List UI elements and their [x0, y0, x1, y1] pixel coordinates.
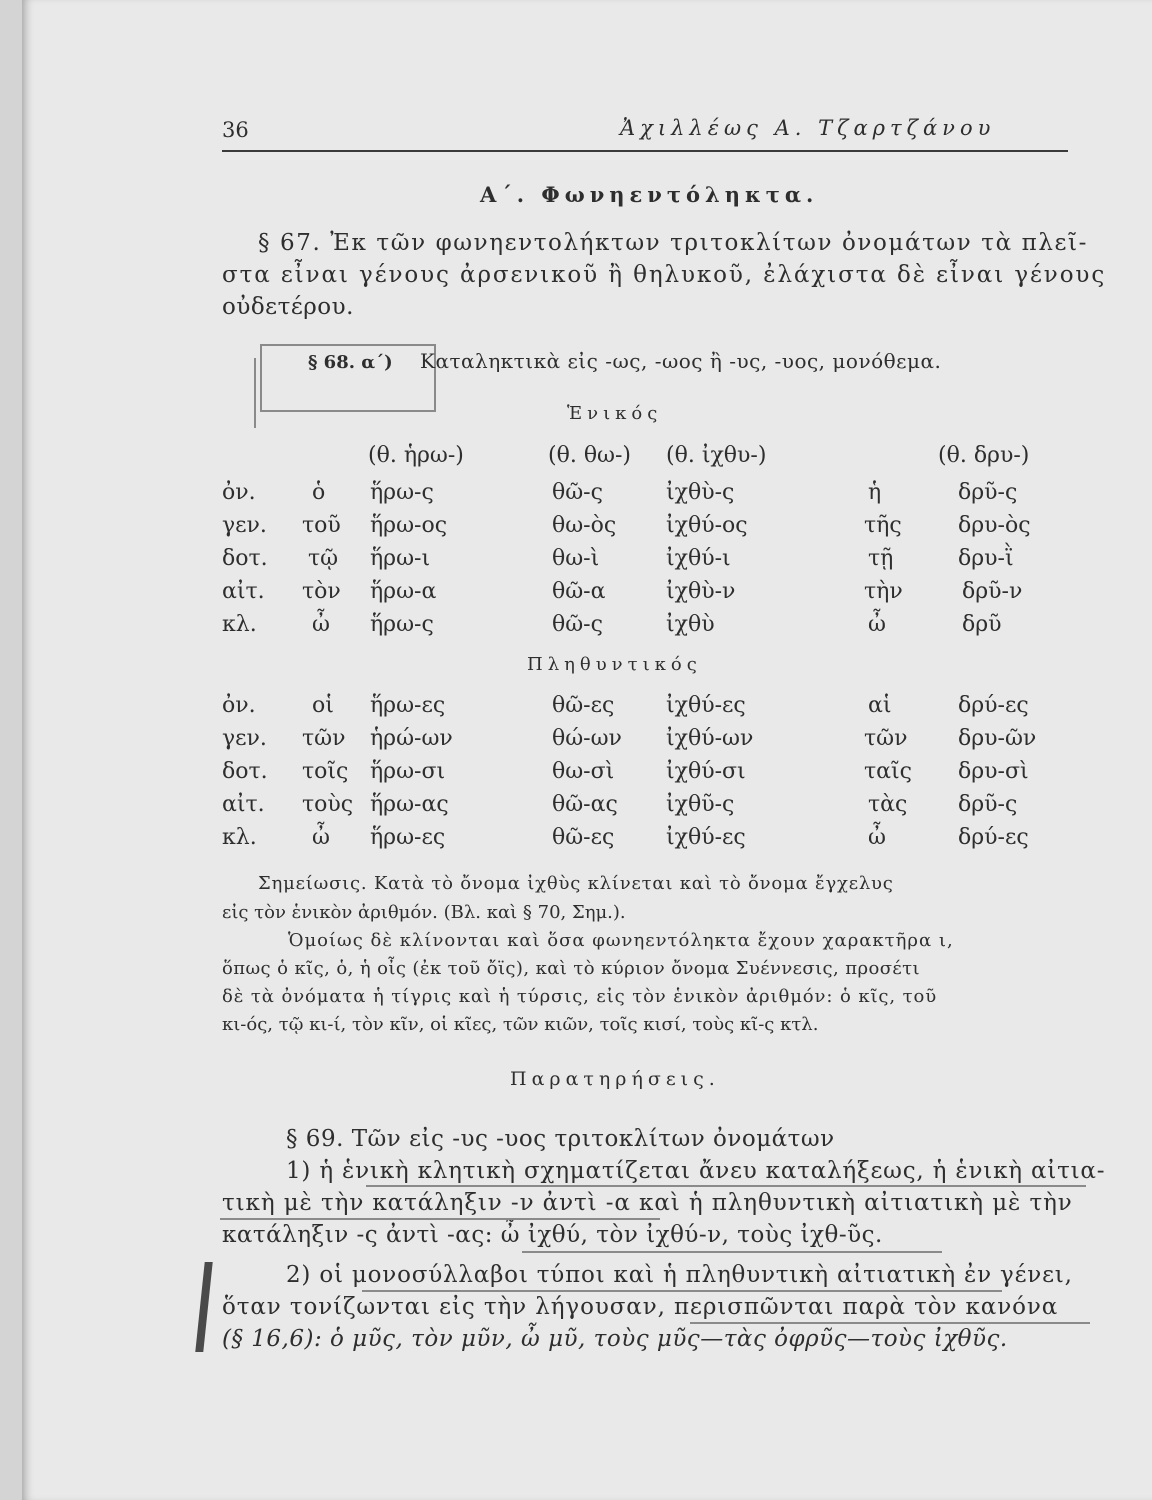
form-tho: θῶ-ες	[552, 693, 615, 718]
article: τοῖς	[302, 759, 349, 784]
pencil-underline-mark	[362, 1290, 1002, 1292]
article: τῶν	[302, 726, 346, 751]
form-hero: ἥρω-ι	[370, 546, 431, 571]
form-tho: θῶ-ες	[552, 825, 615, 850]
form-dry: δρῦ-ς	[958, 792, 1018, 817]
case-label: δοτ.	[222, 546, 268, 571]
article-fem: τὴν	[864, 579, 903, 604]
section-heading: Α΄. Φωνηεντόληκτα.	[480, 182, 819, 207]
stem-label: (θ. ἡρω-)	[368, 443, 464, 468]
form-ichthy: ἰχθύ-σι	[666, 759, 746, 784]
case-label: αἰτ.	[222, 579, 265, 604]
stem-label: (θ. ἰχθυ-)	[666, 443, 767, 468]
form-tho: θω-ὸς	[552, 513, 617, 538]
form-dry: δρυ-ῒ	[958, 546, 1014, 571]
para69-line: (§ 16,6): ὁ μῦς, τὸν μῦν, ὦ μῦ, τοὺς μῦς—τὰς ὀφρῦς—τοὺς ἰχθῦς.	[222, 1326, 1008, 1352]
article: οἱ	[312, 693, 334, 718]
form-dry: δρυ-σὶ	[958, 759, 1029, 784]
form-hero: ἥρω-ος	[370, 513, 448, 538]
pencil-margin-line-mark	[195, 1262, 212, 1352]
note-line: εἰς τὸν ἑνικὸν ἀριθμόν. (Βλ. καὶ § 70, Σημ.).	[222, 902, 626, 923]
note-line: ὅπως ὁ κῖς, ὁ, ἡ οἶς (ἐκ τοῦ ὄϊς), καὶ τὸ κύριον ὄνομα Συέννεσις, προσέτι	[222, 958, 920, 979]
stem-label: (θ. δρυ-)	[938, 443, 1030, 468]
para69-line: § 69. Τῶν εἰς -υς -υος τριτοκλίτων ὀνομάτων	[286, 1126, 835, 1152]
form-tho: θῶ-ς	[552, 480, 603, 505]
case-label: ὀν.	[222, 693, 256, 718]
note-line: δὲ τὰ ὀνόματα ἡ τίγρις καὶ ἡ τύρσις, εἰς τὸν ἑνικὸν ἀριθμόν: ὁ κῖς, τοῦ	[222, 986, 938, 1007]
form-dry: δρῦ-ς	[958, 480, 1018, 505]
form-ichthy: ἰχθύ-ος	[666, 513, 748, 538]
article-fem: τὰς	[868, 792, 908, 817]
form-hero: ἥρω-ας	[370, 792, 449, 817]
form-hero: ἥρω-ες	[370, 693, 446, 718]
para68-label: § 68. α΄)	[308, 352, 393, 373]
para69-line: ὅταν τονίζωνται εἰς τὴν λήγουσαν, περισπῶνται παρὰ τὸν κανόνα	[222, 1294, 1059, 1320]
case-label: γεν.	[222, 513, 267, 538]
singular-title: Ἑνικός	[567, 403, 663, 424]
para67-line1: § 67. Ἐκ τῶν φωνηεντολήκτων τριτοκλίτων ὀνομάτων τὰ πλεῖ-	[258, 230, 1089, 256]
form-hero: ἡρώ-ων	[370, 726, 453, 751]
form-ichthy: ἰχθὺ-ν	[666, 579, 736, 604]
pencil-stroke-mark	[254, 358, 258, 428]
pencil-underline-mark	[522, 1251, 942, 1253]
form-dry: δρῦ	[962, 612, 1002, 637]
case-label: κλ.	[222, 825, 257, 850]
stem-label: (θ. θω-)	[548, 443, 632, 468]
case-label: ὀν.	[222, 480, 256, 505]
para67-line3: οὐδετέρου.	[222, 294, 354, 320]
form-ichthy: ἰχθύ-ι	[666, 546, 731, 571]
plural-title: Πληθυντικός	[527, 654, 702, 675]
article: ὦ	[312, 612, 330, 637]
form-tho: θω-σὶ	[552, 759, 615, 784]
para69-line: 1) ἡ ἑνικὴ κλητικὴ σχηματίζεται ἄνευ καταλήξεως, ἡ ἑνικὴ αἰτια-	[286, 1158, 1106, 1184]
form-ichthy: ἰχθὺ	[666, 612, 715, 637]
pencil-underline-mark	[366, 1185, 1086, 1187]
form-ichthy: ἰχθύ-ες	[666, 825, 746, 850]
form-dry: δρυ-ὸς	[958, 513, 1031, 538]
form-ichthy: ἰχθὺ-ς	[666, 480, 735, 505]
note-line: Ὁμοίως δὲ κλίνονται καὶ ὅσα φωνηεντόληκτα ἔχουν χαρακτῆρα ι,	[288, 930, 954, 951]
book-page	[22, 0, 1152, 1500]
form-tho: θῶ-α	[552, 579, 606, 604]
article: τῷ	[308, 546, 339, 571]
form-dry: δρῦ-ν	[962, 579, 1023, 604]
article: ὁ	[312, 480, 326, 505]
article-fem: ὦ	[868, 612, 886, 637]
article-fem: ὦ	[868, 825, 886, 850]
case-label: γεν.	[222, 726, 267, 751]
note-line: Σημείωσις. Κατὰ τὸ ὄνομα ἰχθὺς κλίνεται καὶ τὸ ὄνομα ἔγχελυς	[258, 873, 894, 894]
observations-heading: Παρατηρήσεις.	[510, 1068, 720, 1090]
form-dry: δρύ-ες	[958, 693, 1029, 718]
article-fem: τῇ	[868, 546, 894, 571]
para69-line: τικὴ μὲ τὴν κατάληξιν -ν ἀντὶ -α καὶ ἡ πληθυντικὴ αἰτιατικὴ μὲ τὴν	[222, 1190, 1073, 1216]
article: τοὺς	[302, 792, 354, 817]
article-fem: τῆς	[864, 513, 902, 538]
form-hero: ἥρω-ες	[370, 825, 446, 850]
case-label: δοτ.	[222, 759, 268, 784]
case-label: κλ.	[222, 612, 257, 637]
form-tho: θω-ὶ	[552, 546, 600, 571]
form-dry: δρύ-ες	[958, 825, 1029, 850]
header-rule	[222, 150, 1068, 152]
article-fem: ἡ	[868, 480, 882, 505]
para69-line: κατάληξιν -ς ἀντὶ -ας: ὦ ἰχθύ, τὸν ἰχθύ-ν, τοὺς ἰχθ-ῦς.	[222, 1222, 883, 1248]
form-ichthy: ἰχθῦ-ς	[666, 792, 735, 817]
pencil-underline-mark	[690, 1322, 1090, 1324]
form-ichthy: ἰχθύ-ων	[666, 726, 754, 751]
para68-heading-text: Καταληκτικὰ εἰς -ως, -ωος ἢ -υς, -υος, μονόθεμα.	[420, 349, 942, 373]
form-tho: θώ-ων	[552, 726, 622, 751]
article: τὸν	[302, 579, 341, 604]
article-fem: ταῖς	[864, 759, 912, 784]
form-hero: ἥρω-σι	[370, 759, 446, 784]
article-fem: τῶν	[864, 726, 908, 751]
form-ichthy: ἰχθύ-ες	[666, 693, 746, 718]
article: ὦ	[312, 825, 330, 850]
form-dry: δρυ-ῶν	[958, 726, 1037, 751]
form-hero: ἥρω-α	[370, 579, 437, 604]
case-label: αἰτ.	[222, 792, 265, 817]
article-fem: αἱ	[868, 693, 892, 718]
form-hero: ἥρω-ς	[370, 612, 434, 637]
running-title: Ἀχιλλέως Α. Τζαρτζάνου	[620, 116, 996, 140]
form-tho: θῶ-ας	[552, 792, 618, 817]
pencil-underline-mark	[220, 1218, 660, 1220]
page-number: 36	[222, 118, 249, 142]
form-tho: θῶ-ς	[552, 612, 603, 637]
note-line: κι-ός, τῷ κι-ί, τὸν κῖν, οἱ κῖες, τῶν κιῶν, τοῖς κισί, τοὺς κῖ-ς κτλ.	[222, 1014, 819, 1035]
para69-line: 2) οἱ μονοσύλλαβοι τύποι καὶ ἡ πληθυντικὴ αἰτιατικὴ ἐν γένει,	[286, 1262, 1073, 1288]
article: τοῦ	[302, 513, 341, 538]
para67-line2: στα εἶναι γένους ἀρσενικοῦ ἢ θηλυκοῦ, ἐλάχιστα δὲ εἶναι γένους	[222, 262, 1107, 288]
form-hero: ἥρω-ς	[370, 480, 434, 505]
